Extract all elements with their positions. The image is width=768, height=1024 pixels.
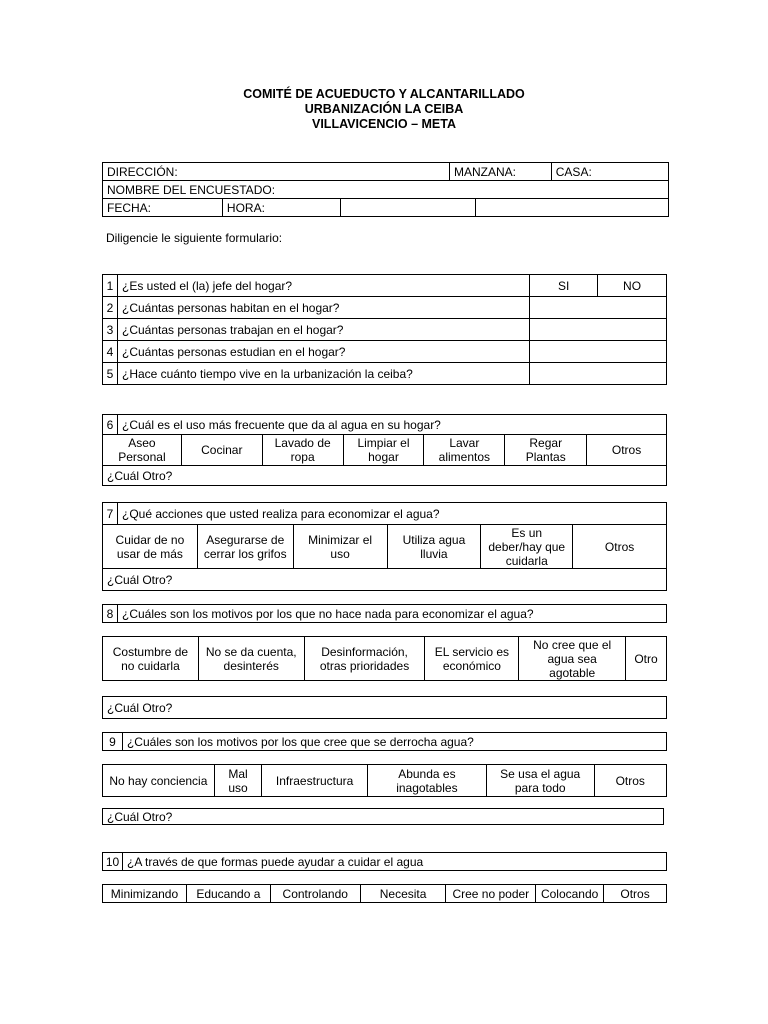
question-7-table	[102, 502, 667, 591]
question-text: ¿Qué acciones que usted realiza para economizar el agua?	[117, 503, 666, 525]
option-no-hay-conciencia[interactable]: No hay conciencia	[103, 765, 215, 797]
question-number: 8	[103, 605, 118, 623]
answer-cell[interactable]	[530, 341, 667, 363]
option-abunda[interactable]: Abunda es inagotables	[367, 765, 486, 797]
option-cocinar[interactable]: Cocinar	[181, 435, 262, 466]
option-costumbre[interactable]: Costumbre de no cuidarla	[103, 637, 199, 681]
question-number: 3	[103, 319, 118, 341]
direccion-field[interactable]: DIRECCIÓN:	[103, 163, 450, 181]
option-aseo-personal[interactable]: Aseo Personal	[103, 435, 182, 466]
option-usa-para-todo[interactable]: Se usa el agua para todo	[486, 765, 594, 797]
answer-cell[interactable]	[530, 297, 667, 319]
cual-otro-field[interactable]: ¿Cuál Otro?	[103, 809, 664, 825]
option-minimizar-uso[interactable]: Minimizar el uso	[293, 525, 387, 569]
question-text: ¿Cuántas personas habitan en el hogar?	[117, 297, 529, 319]
si-option[interactable]: SI	[530, 275, 598, 297]
option-lavar-alimentos[interactable]: Lavar alimentos	[424, 435, 505, 466]
question-9-title	[102, 732, 667, 751]
option-otros[interactable]: Otros	[587, 435, 667, 466]
option-desinformacion[interactable]: Desinformación, otras prioridades	[304, 637, 425, 681]
header-line-2: URBANIZACIÓN LA CEIBA	[304, 102, 464, 116]
option-otros[interactable]: Otros	[604, 885, 667, 903]
question-number: 2	[103, 297, 118, 319]
hora-field[interactable]: HORA:	[222, 199, 340, 217]
question-text: ¿Cuáles son los motivos por los que no hace nada para economizar el agua?	[117, 605, 666, 623]
question-number: 5	[103, 363, 118, 385]
option-es-un-deber[interactable]: Es un deber/hay que cuidarla	[481, 525, 573, 569]
option-minimizando[interactable]: Minimizando	[103, 885, 187, 903]
option-otro[interactable]: Otro	[626, 637, 667, 681]
option-infraestructura[interactable]: Infraestructura	[262, 765, 368, 797]
option-mal-uso[interactable]: Mal uso	[214, 765, 262, 797]
question-text: ¿Cuál es el uso más frecuente que da al agua en su hogar?	[117, 415, 666, 435]
question-9-other	[102, 808, 664, 825]
question-number: 6	[103, 415, 118, 435]
cual-otro-field[interactable]: ¿Cuál Otro?	[103, 569, 667, 591]
respondent-info-table	[102, 162, 669, 217]
header-line-1: COMITÉ DE ACUEDUCTO Y ALCANTARILLADO	[243, 87, 525, 101]
fecha-field[interactable]: FECHA:	[103, 199, 223, 217]
option-limpiar-hogar[interactable]: Limpiar el hogar	[343, 435, 424, 466]
question-8-other	[102, 696, 667, 719]
option-colocando[interactable]: Colocando	[536, 885, 604, 903]
question-text: ¿Cuántas personas trabajan en el hogar?	[117, 319, 529, 341]
question-10-options	[102, 884, 667, 903]
basic-questions-table	[102, 274, 667, 385]
blank-field-1[interactable]	[341, 199, 476, 217]
option-regar-plantas[interactable]: Regar Plantas	[505, 435, 587, 466]
question-8-options	[102, 636, 667, 681]
casa-field[interactable]: CASA:	[551, 163, 668, 181]
blank-field-2[interactable]	[476, 199, 669, 217]
option-cerrar-grifos[interactable]: Asegurarse de cerrar los grifos	[197, 525, 293, 569]
manzana-field[interactable]: MANZANA:	[449, 163, 551, 181]
question-number: 9	[103, 733, 123, 751]
header-line-3: VILLAVICENCIO – META	[312, 117, 456, 131]
nombre-encuestado-field[interactable]: NOMBRE DEL ENCUESTADO:	[103, 181, 669, 199]
option-controlando[interactable]: Controlando	[270, 885, 360, 903]
option-cuidar-no-usar[interactable]: Cuidar de no usar de más	[103, 525, 198, 569]
question-8-title	[102, 604, 667, 623]
cual-otro-field[interactable]: ¿Cuál Otro?	[103, 466, 667, 486]
question-6-table	[102, 414, 667, 486]
question-number: 4	[103, 341, 118, 363]
option-servicio-economico[interactable]: EL servicio es económico	[425, 637, 519, 681]
question-text: ¿Es usted el (la) jefe del hogar?	[117, 275, 529, 297]
option-cree-no-poder[interactable]: Cree no poder	[446, 885, 536, 903]
option-educando[interactable]: Educando a	[186, 885, 270, 903]
question-text: ¿Cuántas personas estudian en el hogar?	[117, 341, 529, 363]
option-otros[interactable]: Otros	[594, 765, 666, 797]
question-9-options	[102, 764, 667, 797]
no-option[interactable]: NO	[598, 275, 667, 297]
answer-cell[interactable]	[530, 319, 667, 341]
option-necesita[interactable]: Necesita	[360, 885, 446, 903]
answer-cell[interactable]	[530, 363, 667, 385]
option-desinteres[interactable]: No se da cuenta, desinterés	[198, 637, 304, 681]
question-number: 1	[103, 275, 118, 297]
form-header	[0, 87, 768, 132]
option-otros[interactable]: Otros	[573, 525, 667, 569]
option-agua-agotable[interactable]: No cree que el agua sea agotable	[519, 637, 626, 681]
question-number: 10	[103, 853, 123, 871]
option-agua-lluvia[interactable]: Utiliza agua lluvia	[387, 525, 481, 569]
question-text: ¿A través de que formas puede ayudar a cuidar el agua	[122, 853, 666, 871]
question-text: ¿Hace cuánto tiempo vive en la urbanización la ceiba?	[117, 363, 529, 385]
cual-otro-field[interactable]: ¿Cuál Otro?	[103, 697, 667, 719]
instruction-text: Diligencie le siguiente formulario:	[106, 231, 283, 245]
question-10-title	[102, 852, 667, 871]
option-lavado-ropa[interactable]: Lavado de ropa	[262, 435, 343, 466]
question-text: ¿Cuáles son los motivos por los que cree que se derrocha agua?	[122, 733, 666, 751]
question-number: 7	[103, 503, 118, 525]
